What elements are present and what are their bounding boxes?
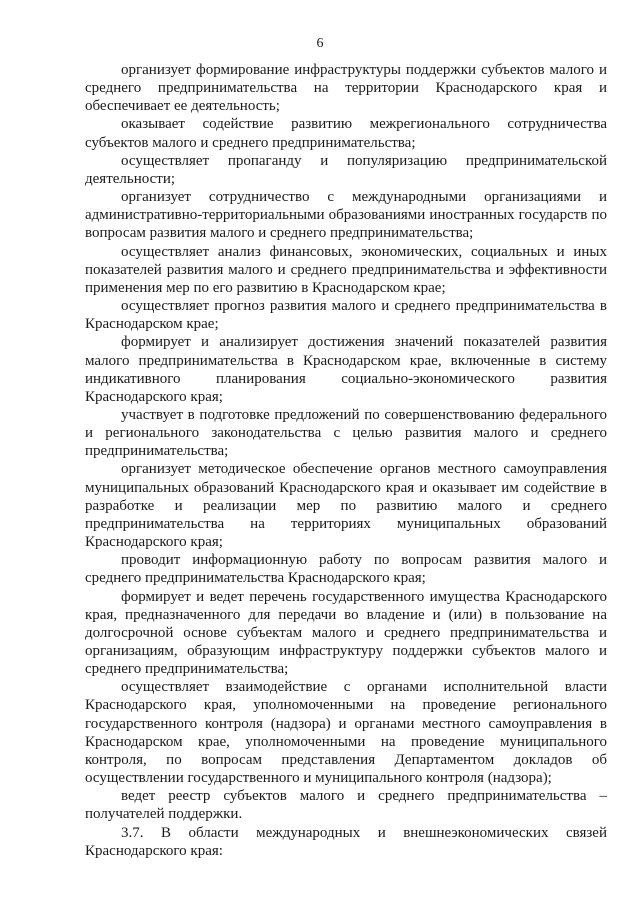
- paragraph: организует методическое обеспечение органов местного самоуправления муниципальных образований Краснодарского края и оказывает им содействие в разработке и реализации мер по развитию малого и среднего предпринимательства на территориях муниципальных образований Краснодарского края;: [85, 461, 607, 551]
- paragraph: формирует и ведет перечень государственного имущества Краснодарского края, предназначенного для передачи во владение и (или) в пользование на долгосрочной основе субъектам малого и среднего предпринимательства и организациям, образующим инфраструктуру поддержки субъектов малого и среднего предпринимательства;: [85, 588, 607, 678]
- paragraph: осуществляет пропаганду и популяризацию предпринимательской деятельности;: [85, 152, 607, 187]
- paragraph: осуществляет прогноз развития малого и среднего предпринимательства в Краснодарском крае;: [85, 298, 607, 333]
- page-number: 6: [316, 36, 324, 51]
- paragraph: оказывает содействие развитию межрегионального сотрудничества субъектов малого и среднего предпринимательства;: [85, 116, 607, 151]
- paragraph: организует сотрудничество с международными организациями и административно-территориальными образованиями иностранных государств по вопросам развития малого и среднего предпринимательства;: [85, 189, 607, 242]
- document-body: [85, 61, 607, 860]
- paragraph: организует формирование инфраструктуры поддержки субъектов малого и среднего предпринимательства на территории Краснодарского края и обеспечивает ее деятельность;: [85, 62, 607, 115]
- paragraph: формирует и анализирует достижения значений показателей развития малого предпринимательства в Краснодарском крае, включенные в систему индикативного планирования социально-экономического развития Краснодарского края;: [85, 334, 607, 405]
- paragraph: осуществляет анализ финансовых, экономических, социальных и иных показателей развития малого и среднего предпринимательства и эффективности применения мер по его развитию в Краснодарском крае;: [85, 243, 607, 296]
- paragraph: проводит информационную работу по вопросам развития малого и среднего предпринимательства Краснодарского края;: [85, 552, 607, 587]
- paragraph: осуществляет взаимодействие с органами исполнительной власти Краснодарского края, уполномоченными на проведение регионального государственного контроля (надзора) и органами местного самоуправления в Краснодарском крае, уполномоченными на проведение муниципального контроля, по вопросам представления Департаментом докладов об осуществлении государственного и муниципального контроля (надзора);: [85, 679, 607, 787]
- paragraph: участвует в подготовке предложений по совершенствованию федерального и регионального законодательства с целью развития малого и среднего предпринимательства;: [85, 406, 607, 460]
- paragraph: ведет реестр субъектов малого и среднего предпринимательства – получателей поддержки.: [85, 788, 607, 823]
- section-heading: 3.7. В области международных и внешнеэкономических связей Краснодарского края:: [85, 824, 607, 859]
